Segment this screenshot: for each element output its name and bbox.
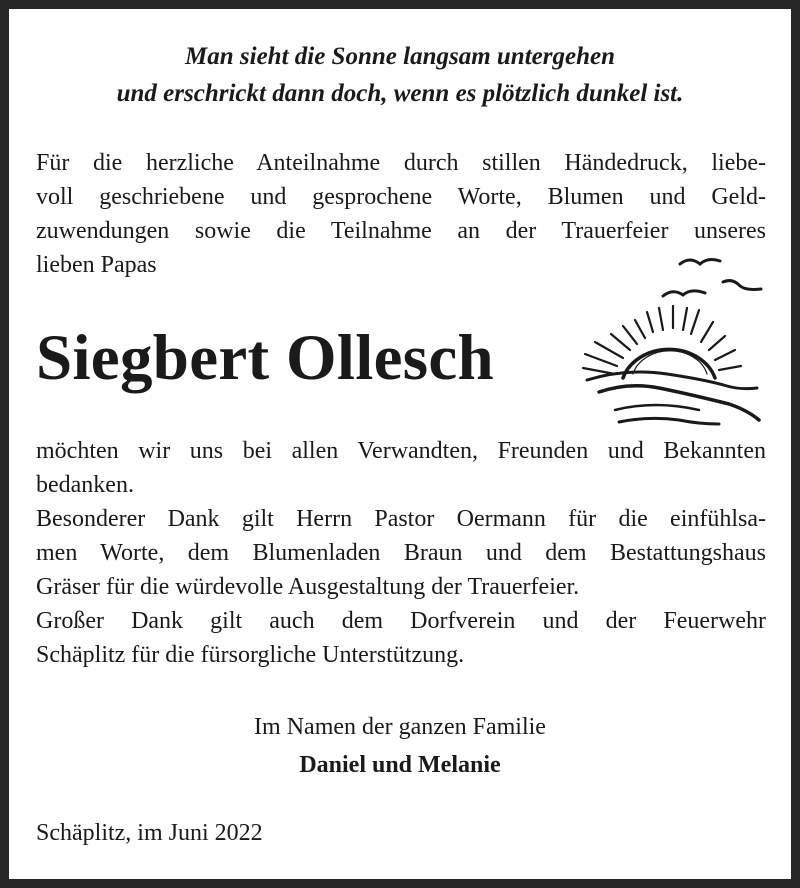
intro-line: voll geschriebene und gesprochene Worte, Blumen und Geld- xyxy=(36,184,766,210)
motto-line-2: und erschrickt dann doch, wenn es plötzlich dunkel ist. xyxy=(116,80,684,107)
motto-quote xyxy=(20,38,780,112)
thanks-paragraph xyxy=(36,434,766,672)
thanks-line: möchten wir uns bei allen Verwandten, Freunden und Bekannten xyxy=(36,438,766,464)
motto-line-1: Man sieht die Sonne langsam untergehen xyxy=(185,43,615,70)
intro-line: Für die herzliche Anteilnahme durch stillen Händedruck, liebe- xyxy=(36,150,766,176)
place-date: Schäplitz, im Juni 2022 xyxy=(36,820,263,846)
thanks-line: Schäplitz für die fürsorgliche Unterstützung. xyxy=(36,642,465,668)
closing-intro: Im Namen der ganzen Familie xyxy=(254,714,546,740)
thanks-line: Großer Dank gilt auch dem Dorfverein und der Feuerwehr xyxy=(36,608,766,634)
thanks-line: Gräser für die würdevolle Ausgestaltung der Trauerfeier. xyxy=(36,574,580,600)
intro-line: lieben Papas xyxy=(36,252,157,278)
thanks-line: bedanken. xyxy=(36,472,134,498)
thanks-line: Besonderer Dank gilt Herrn Pastor Oermann für die einfühlsa- xyxy=(36,506,766,532)
sunset-with-birds-icon xyxy=(575,250,775,440)
intro-line: zuwendungen sowie die Teilnahme an der Trauerfeier unseres xyxy=(36,218,766,244)
thanks-line: men Worte, dem Blumenladen Braun und dem Bestattungshaus xyxy=(36,540,766,566)
closing-signature xyxy=(100,708,700,784)
signers: Daniel und Melanie xyxy=(299,752,501,778)
deceased-name: Siegbert Ollesch xyxy=(36,322,494,394)
